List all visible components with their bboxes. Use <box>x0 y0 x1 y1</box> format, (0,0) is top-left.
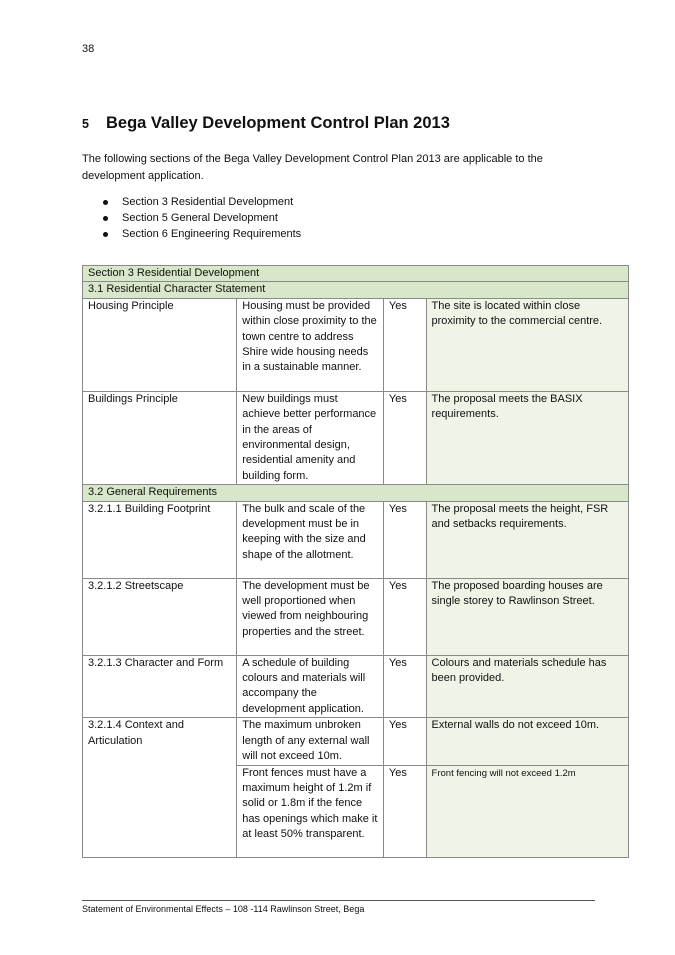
row-item: 3.2.1.4 Context and Articulation <box>83 718 237 857</box>
section-title: Bega Valley Development Control Plan 2013 <box>106 114 450 132</box>
row-comment: The site is located within close proximity to the commercial centre. <box>426 298 628 391</box>
row-control: Housing must be provided within close proximity to the town centre to address Shire wide housing needs in a sustainable manner. <box>237 298 384 391</box>
table-section-header <box>83 266 629 282</box>
row-comment: Colours and materials schedule has been provided. <box>426 655 628 718</box>
row-comment: The proposal meets the BASIX requirements. <box>426 391 628 484</box>
row-comment: External walls do not exceed 10m. <box>426 718 628 765</box>
table-row <box>83 578 629 655</box>
row-item: 3.2.1.2 Streetscape <box>83 578 237 655</box>
row-item: Buildings Principle <box>83 391 237 484</box>
subsection-title: 3.1 Residential Character Statement <box>83 282 629 298</box>
dcp-compliance-table <box>82 265 629 858</box>
row-compliance: Yes <box>383 298 426 391</box>
table-row <box>83 501 629 578</box>
row-item: Housing Principle <box>83 298 237 391</box>
table-row <box>83 298 629 391</box>
row-control: The bulk and scale of the development must be in keeping with the size and shape of the allotment. <box>237 501 384 578</box>
row-compliance: Yes <box>383 765 426 857</box>
bullet-icon <box>103 232 108 237</box>
list-item <box>100 194 301 210</box>
list-item-text: Section 5 General Development <box>122 212 278 224</box>
row-compliance: Yes <box>383 578 426 655</box>
table-subsection-header <box>83 485 629 501</box>
row-compliance: Yes <box>383 391 426 484</box>
row-control: The development must be well proportioned when viewed from neighbouring properties and the street. <box>237 578 384 655</box>
section-number: 5 <box>82 117 89 131</box>
section-heading <box>82 114 450 133</box>
row-item: 3.2.1.1 Building Footprint <box>83 501 237 578</box>
list-item-text: Section 3 Residential Development <box>122 196 294 208</box>
row-control: A schedule of building colours and materials will accompany the development application. <box>237 655 384 718</box>
table-subsection-header <box>83 282 629 298</box>
row-control: The maximum unbroken length of any external wall will not exceed 10m. <box>237 718 384 765</box>
applicable-sections-list <box>100 194 301 242</box>
bullet-icon <box>103 200 108 205</box>
intro-paragraph: The following sections of the Bega Valley Development Control Plan 2013 are applicable to the development application. <box>82 153 543 182</box>
row-item: 3.2.1.3 Character and Form <box>83 655 237 718</box>
page-number: 38 <box>82 43 95 55</box>
row-control: Front fences must have a maximum height of 1.2m if solid or 1.8m if the fence has openings which make it at least 50% transparent. <box>237 765 384 857</box>
row-comment: The proposed boarding houses are single storey to Rawlinson Street. <box>426 578 628 655</box>
bullet-icon <box>103 216 108 221</box>
row-compliance: Yes <box>383 655 426 718</box>
list-item-text: Section 6 Engineering Requirements <box>122 228 302 240</box>
page-footer: Statement of Environmental Effects – 108 -114 Rawlinson Street, Bega <box>82 904 365 914</box>
row-comment: Front fencing will not exceed 1.2m <box>426 765 628 857</box>
row-compliance: Yes <box>383 501 426 578</box>
list-item <box>100 226 301 242</box>
row-control: New buildings must achieve better performance in the areas of environmental design, residential amenity and building form. <box>237 391 384 484</box>
list-item <box>100 210 301 226</box>
table-title: Section 3 Residential Development <box>83 266 629 282</box>
table-row <box>83 718 629 765</box>
table-row <box>83 391 629 484</box>
footer-divider <box>82 900 595 901</box>
row-compliance: Yes <box>383 718 426 765</box>
subsection-title: 3.2 General Requirements <box>83 485 629 501</box>
table-row <box>83 655 629 718</box>
row-comment: The proposal meets the height, FSR and setbacks requirements. <box>426 501 628 578</box>
